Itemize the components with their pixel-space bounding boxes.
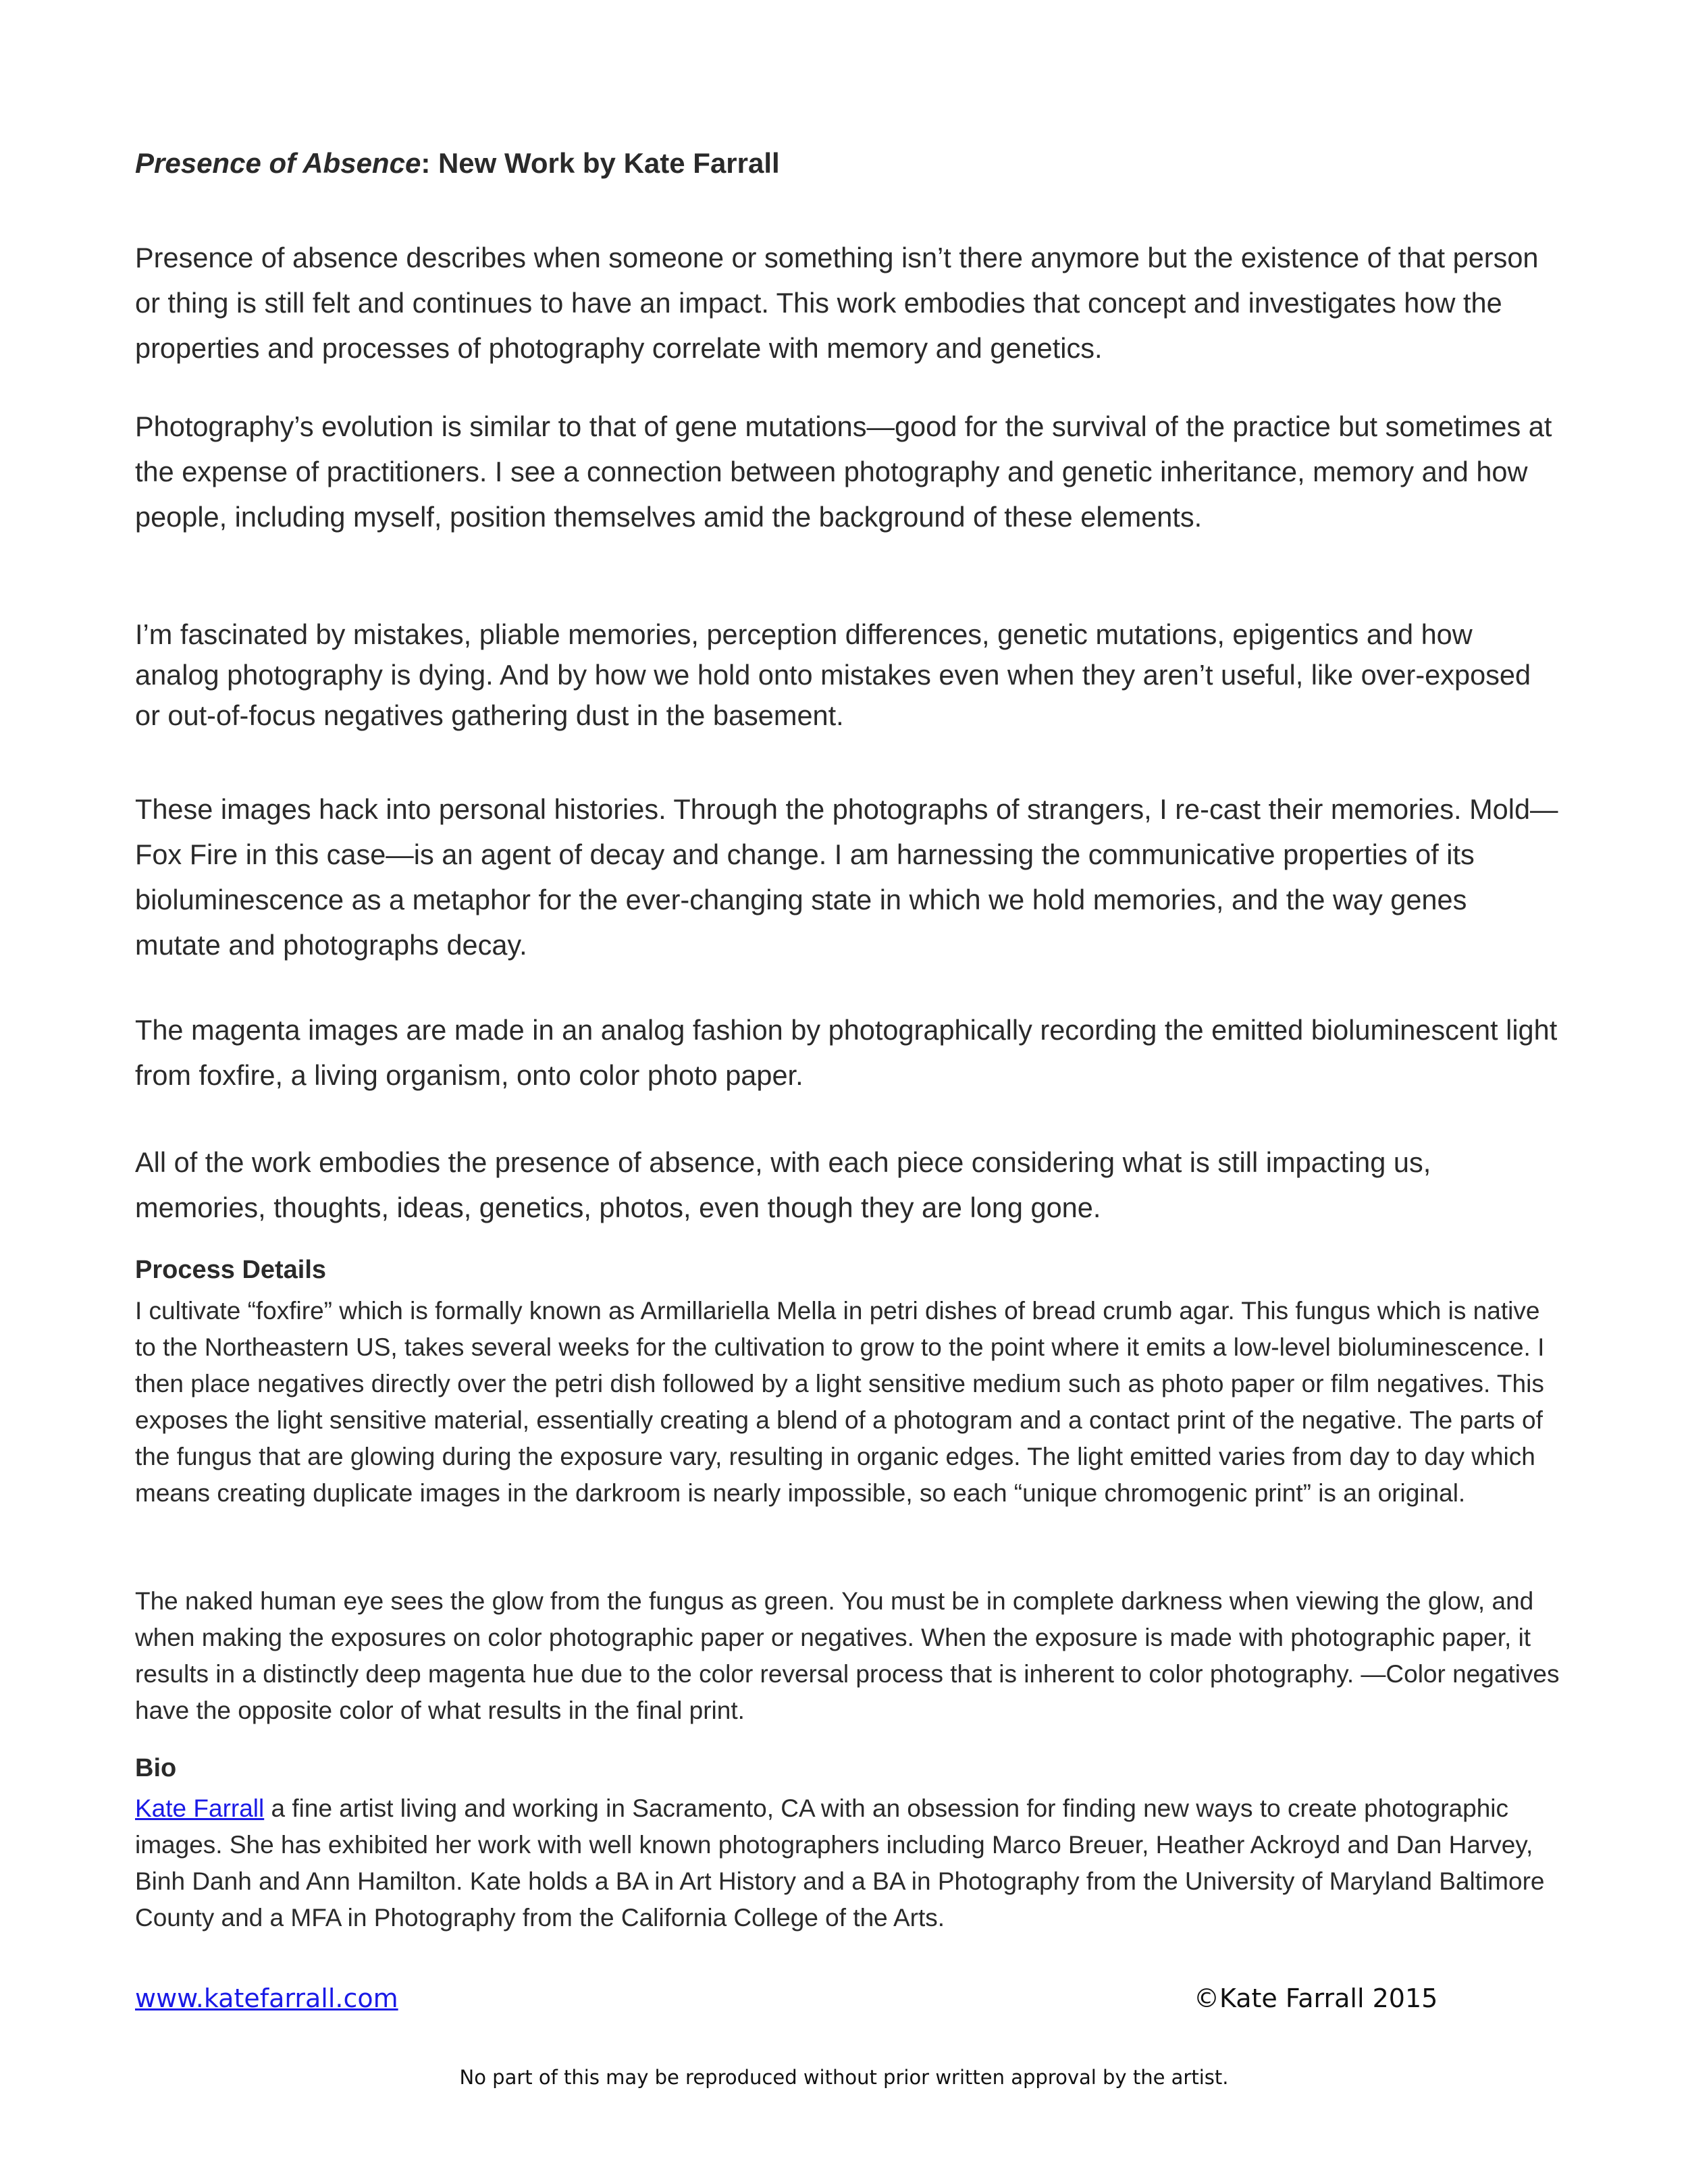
bio-artist-link[interactable]: Kate Farrall: [135, 1794, 265, 1822]
paragraph-intro: Presence of absence describes when someone or something isn’t there anymore but the existence of that person or thing is still felt and continues to have an impact. This work embodies that concept and investigates how the properties and processes of photography correlate with memory and genetics.: [135, 242, 1539, 364]
paragraph-embodies: All of the work embodies the presence of absence, with each piece considering what is still impacting us, memories, thoughts, ideas, genetics, photos, even though they are long gone.: [135, 1146, 1431, 1223]
title-italic: Presence of Absence: [135, 147, 421, 179]
paragraph-evolution: Photography’s evolution is similar to that of gene mutations—good for the survival of the practice but sometimes at the expense of practitioners. I see a connection between photography and genetic inheritance, memory and how people, including myself, position themselves amid the background of these elements.: [135, 410, 1552, 533]
process-paragraph-cultivate: I cultivate “foxfire” which is formally known as Armillariella Mella in petri dishes of bread crumb agar. This fungus which is native to the Northeastern US, takes several weeks for the cultivation to grow to the point where it emits a low-level bioluminescence. I then place negatives directly over the petri dish followed by a light sensitive medium such as photo paper or film negatives. This exposes the light sensitive material, essentially creating a blend of a photogram and a contact print of the negative. The parts of the fungus that are glowing during the exposure vary, resulting in organic edges. The light emitted varies from day to day which means creating duplicate images in the darkroom is nearly impossible, so each “unique chromogenic print” is an original.: [135, 1297, 1545, 1507]
disclaimer-text: No part of this may be reproduced without prior written approval by the artist.: [459, 2066, 1229, 2089]
bio-paragraph: [135, 1790, 1560, 1936]
paragraph-histories: These images hack into personal histories. Through the photographs of strangers, I re-cast their memories. Mold—Fox Fire in this case—is an agent of decay and change. I am harnessing the communicative properties of its bioluminescence as a metaphor for the ever-changing state in which we hold memories, and the way genes mutate and photographs decay.: [135, 793, 1558, 961]
bio-heading: Bio: [135, 1754, 177, 1782]
website-link[interactable]: www.katefarrall.com: [135, 1983, 398, 2013]
document-title: [135, 147, 780, 180]
bio-text: a fine artist living and working in Sacramento, CA with an obsession for finding new ways to create photographic images. She has exhibited her work with well known photographers including Marco Breuer, Heather Ackroyd and Dan Harvey, Binh Danh and Ann Hamilton. Kate holds a BA in Art History and a BA in Photography from the University of Maryland Baltimore County and a MFA in Photography from the California College of the Arts.: [135, 1794, 1545, 1932]
paragraph-magenta: The magenta images are made in an analog fashion by photographically recording the emitted bioluminescent light from foxfire, a living organism, onto color photo paper.: [135, 1014, 1558, 1091]
title-rest: : New Work by Kate Farrall: [421, 147, 780, 179]
copyright-notice: ©Kate Farrall 2015: [1194, 1983, 1438, 2013]
process-heading: Process Details: [135, 1256, 327, 1284]
paragraph-fascination: I’m fascinated by mistakes, pliable memories, perception differences, genetic mutations, epigentics and how analog photography is dying. And by how we hold onto mistakes even when they aren’t useful, like over-exposed or out-of-focus negatives gathering dust in the basement.: [135, 618, 1531, 731]
process-paragraph-glow: The naked human eye sees the glow from the fungus as green. You must be in complete darkness when viewing the glow, and when making the exposures on color photographic paper or negatives. When the exposure is made with photographic paper, it results in a distinctly deep magenta hue due to the color reversal process that is inherent to color photography. —Color negatives have the opposite color of what results in the final print.: [135, 1587, 1560, 1724]
